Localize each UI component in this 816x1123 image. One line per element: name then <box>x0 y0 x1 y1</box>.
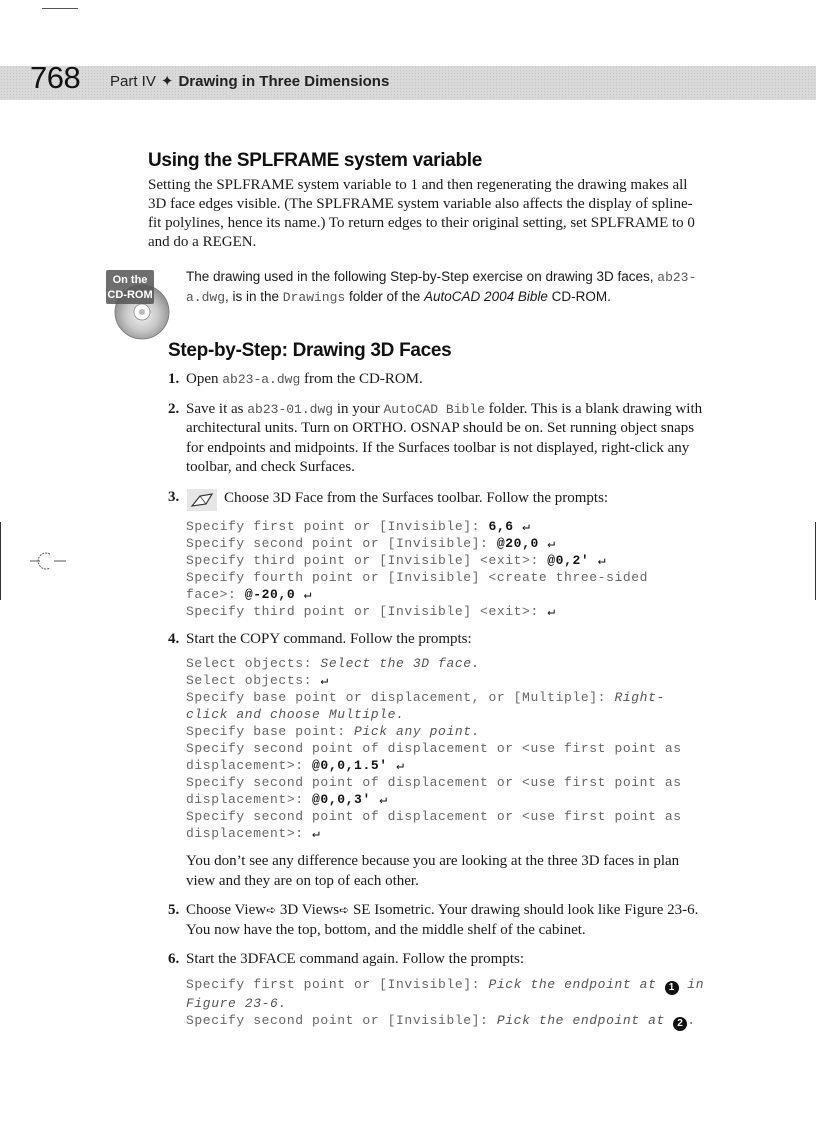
menu-arrow-icon: ➪ <box>266 903 277 917</box>
cd-note-text: folder of the <box>345 289 425 304</box>
step-text: Choose View <box>186 902 267 918</box>
enter-icon: ↵ <box>547 603 556 619</box>
enter-icon: ↵ <box>320 673 329 688</box>
section-paragraph: Setting the SPLFRAME system variable to 1 and then regenerating the drawing makes all 3D face edges visible. (The SPLFRAME system variable also affects the display of spline-fit polylines, hence its name.) To return edges to their original setting, set SPLFRAME to 0 and do a REGEN. <box>148 177 695 250</box>
prompt-text: Specify third point or [Invisible] <exit>: <box>186 552 548 568</box>
enter-icon: ↵ <box>597 552 607 568</box>
step-number: 5. <box>168 902 180 918</box>
prompt-text: displacement>: <box>186 826 313 841</box>
user-input: @0,0,3' <box>312 792 371 807</box>
instruction: Figure 23-6. <box>186 995 287 1011</box>
top-crop-line <box>42 8 78 9</box>
step-number: 3. <box>168 488 180 505</box>
step-text: Save it as <box>186 400 248 417</box>
enter-icon: ↵ <box>547 535 556 551</box>
prompt-text: Select objects: <box>186 673 321 688</box>
step-1 <box>168 370 708 390</box>
step-text: in your <box>333 400 384 417</box>
cd-note-text: The drawing used in the following Step-by-Step exercise on drawing 3D faces, <box>186 269 654 284</box>
prompt-text: displacement>: <box>186 792 313 807</box>
step-list <box>168 370 708 1041</box>
user-input: 6,6 <box>488 518 514 534</box>
command-prompts <box>186 655 708 842</box>
callout-2-icon: 2 <box>673 1017 687 1031</box>
step-5 <box>168 901 708 940</box>
step-2 <box>168 400 708 478</box>
enter-icon: ↵ <box>379 792 388 807</box>
enter-icon: ↵ <box>396 758 405 773</box>
step-note: You don’t see any difference because you are looking at the three 3D faces in plan view and they are on top of each other. <box>186 853 680 889</box>
enter-icon: ↵ <box>522 518 531 534</box>
step-number: 4. <box>168 630 180 647</box>
step-text: Start the 3DFACE command again. Follow the prompts: <box>186 951 525 967</box>
prompt-text: Specify second point of displacement or <use first point as <box>186 809 682 824</box>
prompt-text: face>: <box>186 586 245 602</box>
crop-mark-left <box>0 522 1 600</box>
cd-badge-line2: CD-ROM <box>107 289 153 301</box>
prompt-text: Select objects: <box>186 656 321 671</box>
step-number: 6. <box>168 951 180 967</box>
steps-heading: Step-by-Step: Drawing 3D Faces <box>168 340 452 361</box>
folder-name: AutoCAD Bible <box>383 401 485 417</box>
instruction: Pick any point. <box>354 724 481 739</box>
instruction: Pick the endpoint at <box>488 976 665 992</box>
filename: ab23-a.dwg <box>222 372 301 387</box>
prompt-text: Specify second point of displacement or <use first point as <box>186 775 682 790</box>
step-text: Choose 3D Face from the Surfaces toolbar. Follow the prompts: <box>224 489 609 506</box>
prompt-text: displacement>: <box>186 758 313 773</box>
cd-note-filename: ab23-a.dwg <box>186 270 697 305</box>
step-number: 1. <box>168 371 180 387</box>
user-input: @20,0 <box>496 535 539 551</box>
prompt-text: Specify base point: <box>186 724 355 739</box>
step-4 <box>168 630 708 892</box>
user-input: @0,2' <box>547 552 590 568</box>
user-input: @-20,0 <box>244 586 296 602</box>
cd-note-text: CD-ROM. <box>547 289 611 304</box>
section-heading: Using the SPLFRAME system variable <box>148 150 483 171</box>
step-text: Start the COPY command. Follow the prompts: <box>186 630 472 647</box>
step-text: from the CD-ROM. <box>300 371 423 387</box>
prompt-text: Specify second point of displacement or <use first point as <box>186 741 682 756</box>
instruction: click and choose Multiple. <box>186 707 405 722</box>
prompt-text: Specify first point or [Invisible]: <box>186 518 489 534</box>
enter-icon: ↵ <box>303 586 313 602</box>
part-title: Drawing in Three Dimensions <box>178 73 390 90</box>
callout-1-icon: 1 <box>665 981 679 995</box>
filename: ab23-01.dwg <box>247 401 334 417</box>
step-6 <box>168 950 708 1031</box>
running-header <box>110 72 389 90</box>
command-prompts <box>186 976 708 1031</box>
cd-note-text: , is in the <box>225 289 283 304</box>
step-text: SE Isometric. Your drawing should look like Figure 23-6. You now have the top, bottom, and the middle shelf of the cabinet. <box>186 902 699 938</box>
instruction: in <box>678 976 705 992</box>
step-text: Open <box>186 371 223 387</box>
user-input: @0,0,1.5' <box>312 758 388 773</box>
instruction: Right- <box>614 690 665 705</box>
instruction: Select the 3D face. <box>320 656 481 671</box>
cd-rom-icon <box>102 268 172 340</box>
part-number: Part IV <box>110 73 156 90</box>
prompt-text: Specify third point or [Invisible] <exit>: <box>186 603 548 619</box>
command-prompts <box>186 518 708 620</box>
enter-icon: ↵ <box>312 826 321 841</box>
page-number: 768 <box>30 60 81 95</box>
menu-arrow-icon: ➪ <box>339 903 350 917</box>
step-text: 3D Views <box>279 902 340 918</box>
3d-face-tool-icon <box>186 488 218 512</box>
prompt-text: Specify first point or [Invisible]: <box>186 976 489 992</box>
step-number: 2. <box>168 400 180 417</box>
instruction: Pick the endpoint at <box>496 1012 674 1028</box>
cd-note-book-title: AutoCAD 2004 Bible <box>424 289 548 304</box>
step-3 <box>168 488 708 620</box>
cd-note-folder: Drawings <box>282 290 346 305</box>
cd-badge-line1: On the <box>112 274 148 286</box>
prompt-text: . <box>687 1012 696 1028</box>
registration-mark-icon <box>30 548 66 574</box>
prompt-text: Specify fourth point or [Invisible] <create three-sided <box>186 569 649 585</box>
step-text: folder. This is a blank drawing with architectural units. Turn on ORTHO. OSNAP should be on. Set running object snaps for endpoints and midpoints. If the Surfaces toolbar is not displayed, right-click any toolbar, and check Surfaces. <box>186 400 703 475</box>
header-separator: ✦ <box>160 73 174 90</box>
prompt-text: Specify second point or [Invisible]: <box>186 1012 497 1028</box>
prompt-text: Specify second point or [Invisible]: <box>186 535 497 551</box>
cd-rom-note <box>186 267 706 307</box>
prompt-text: Specify base point or displacement, or [Multiple]: <box>186 690 615 705</box>
